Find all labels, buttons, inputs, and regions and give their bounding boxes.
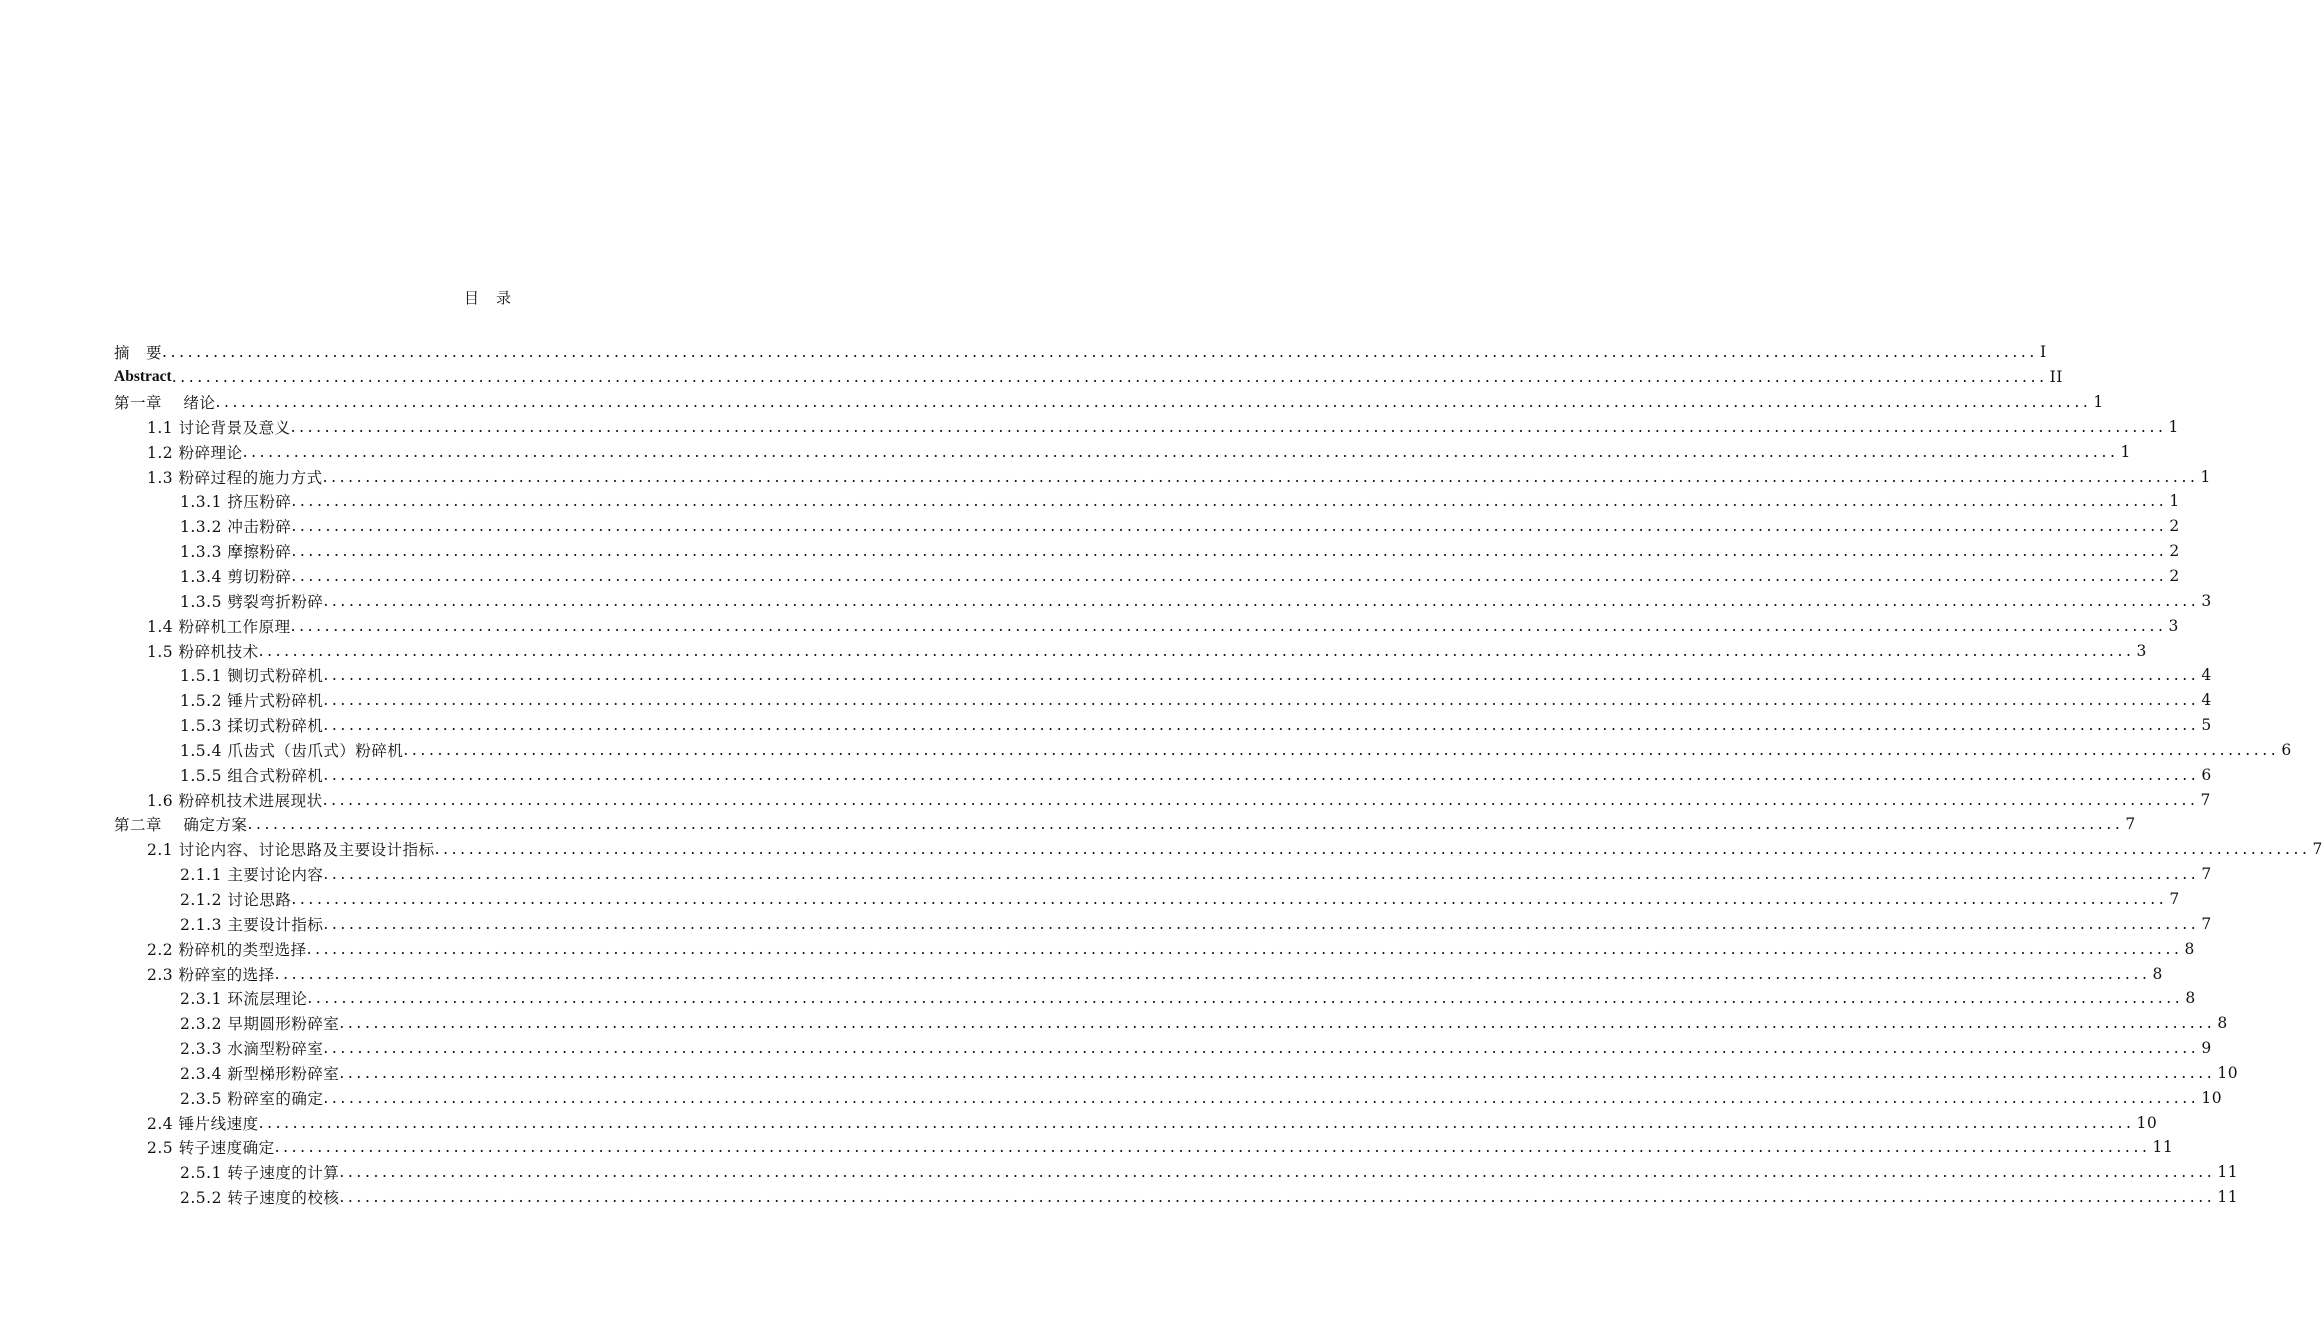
toc-entry-label: 1.6 粉碎机技术进展现状 — [147, 791, 323, 810]
toc-entry[interactable] — [114, 489, 2180, 514]
toc-entry[interactable] — [114, 936, 2195, 961]
toc-entry-page-number: 10 — [2217, 1063, 2239, 1082]
toc-entry-label: 第二章 确定方案 — [114, 816, 248, 835]
toc-entry[interactable] — [114, 911, 2212, 936]
toc-dot-leader: ............................................................................................................................................................................................................................ — [323, 914, 2200, 933]
toc-entry[interactable] — [114, 638, 2147, 663]
toc-dot-leader: ............................................................................................................................................................................................................................ — [339, 1014, 2216, 1033]
toc-entry-label: 2.3.3 水滴型粉碎室 — [180, 1040, 324, 1059]
toc-entry-page-number: 1 — [2169, 492, 2180, 511]
toc-entry[interactable] — [114, 787, 2211, 812]
toc-entry[interactable] — [114, 1160, 2239, 1185]
toc-entry-label: 2.1.2 讨论思路 — [180, 890, 292, 909]
toc-dot-leader: ............................................................................................................................................................................................................................ — [323, 666, 2200, 685]
toc-entry[interactable] — [114, 663, 2212, 688]
toc-entry-label: 1.5.2 锤片式粉碎机 — [180, 692, 324, 711]
toc-entry-label: 第一章 绪论 — [114, 394, 216, 413]
toc-entry-label: 1.3 粉碎过程的施力方式 — [147, 468, 323, 487]
toc-entry-page-number: 3 — [2168, 616, 2179, 635]
toc-entry-label: 1.3.4 剪切粉碎 — [180, 568, 292, 587]
toc-dot-leader: ............................................................................................................................................................................................................................ — [323, 716, 2200, 735]
toc-entry[interactable] — [114, 961, 2163, 986]
toc-dot-leader: ............................................................................................................................................................................................................................ — [306, 939, 2183, 958]
toc-entry-label: 1.5 粉碎机技术 — [147, 642, 259, 661]
toc-entry[interactable] — [114, 1036, 2212, 1061]
toc-entry-page-number: II — [2049, 368, 2063, 387]
toc-entry[interactable] — [114, 415, 2179, 440]
toc-entry-page-number: 7 — [2201, 914, 2212, 933]
toc-entry-page-number: 11 — [2217, 1163, 2239, 1182]
toc-entry[interactable] — [114, 1110, 2158, 1135]
toc-entry-page-number: 1 — [2200, 467, 2211, 486]
toc-dot-leader: ............................................................................................................................................................................................................................ — [291, 542, 2168, 561]
toc-entry[interactable] — [114, 862, 2212, 887]
toc-entry[interactable] — [114, 464, 2211, 489]
toc-entry-label: 摘 要 — [114, 344, 163, 363]
toc-entry-label: 1.5.5 组合式粉碎机 — [180, 766, 324, 785]
toc-dot-leader: ............................................................................................................................................................................................................................ — [291, 889, 2168, 908]
toc-entry-page-number: 1 — [2168, 417, 2179, 436]
toc-dot-leader: ............................................................................................................................................................................................................................ — [323, 1039, 2200, 1058]
toc-entry[interactable] — [114, 1185, 2239, 1210]
toc-entry[interactable] — [114, 1060, 2239, 1085]
toc-entry[interactable] — [114, 812, 2136, 837]
toc-entry[interactable] — [114, 514, 2180, 539]
toc-entry[interactable] — [114, 986, 2196, 1011]
toc-entry[interactable] — [114, 1085, 2223, 1110]
toc-entry-label: 1.3.1 挤压粉碎 — [180, 493, 292, 512]
toc-entry[interactable] — [114, 713, 2212, 738]
toc-entry-label: 1.4 粉碎机工作原理 — [147, 617, 291, 636]
toc-entry-label: 1.3.3 摩擦粉碎 — [180, 543, 292, 562]
toc-dot-leader: ............................................................................................................................................................................................................................ — [274, 964, 2151, 983]
toc-dot-leader: ............................................................................................................................................................................................................................ — [290, 417, 2167, 436]
toc-dot-leader: ............................................................................................................................................................................................................................ — [171, 368, 2048, 387]
toc-entry-page-number: 2 — [2169, 517, 2180, 536]
toc-entry-label: 2.5.2 转子速度的校核 — [180, 1189, 340, 1208]
toc-entry[interactable] — [114, 738, 2292, 763]
toc-entry-page-number: 10 — [2136, 1113, 2158, 1132]
toc-entry-label: 1.3.2 冲击粉碎 — [180, 518, 292, 537]
toc-entry-label: 2.5 转子速度确定 — [147, 1139, 275, 1158]
toc-entry-page-number: 1 — [2120, 442, 2131, 461]
toc-entry-page-number: 8 — [2184, 939, 2195, 958]
toc-dot-leader: ............................................................................................................................................................................................................................ — [323, 1088, 2200, 1107]
toc-entry-page-number: 3 — [2136, 641, 2147, 660]
toc-entry-label: 1.2 粉碎理论 — [147, 443, 243, 462]
toc-entry-label: 2.4 锤片线速度 — [147, 1114, 259, 1133]
toc-entry-label: 2.3.4 新型梯形粉碎室 — [180, 1064, 340, 1083]
toc-dot-leader: ............................................................................................................................................................................................................................ — [291, 492, 2168, 511]
toc-entry[interactable] — [114, 439, 2131, 464]
toc-entry[interactable] — [114, 390, 2104, 415]
toc-entry-page-number: 5 — [2201, 716, 2212, 735]
toc-dot-leader: ............................................................................................................................................................................................................................ — [403, 740, 2280, 759]
toc-entry-label: 1.5.4 爪齿式（齿爪式）粉碎机 — [180, 741, 404, 760]
toc-entry-label: 2.2 粉碎机的类型选择 — [147, 940, 307, 959]
toc-dot-leader: ............................................................................................................................................................................................................................ — [274, 1138, 2151, 1157]
toc-entry[interactable] — [114, 1011, 2228, 1036]
toc-entry-label: 1.3.5 劈裂弯折粉碎 — [180, 592, 324, 611]
toc-entry-page-number: 7 — [2169, 889, 2180, 908]
toc-entry-label: 2.3.5 粉碎室的确定 — [180, 1089, 324, 1108]
toc-entry-page-number: I — [2039, 343, 2047, 362]
toc-entry-page-number: 3 — [2201, 591, 2212, 610]
toc-entry-page-number: 4 — [2201, 691, 2212, 710]
toc-entry[interactable] — [114, 837, 2323, 862]
toc-entry-page-number: 1 — [2093, 393, 2104, 412]
toc-entry-label: 2.3.2 早期圆形粉碎室 — [180, 1015, 340, 1034]
toc-entry[interactable] — [114, 1135, 2174, 1160]
toc-entry-page-number: 6 — [2281, 740, 2292, 759]
toc-dot-leader: ............................................................................................................................................................................................................................ — [339, 1188, 2216, 1207]
toc-entry-page-number: 8 — [2217, 1014, 2228, 1033]
toc-entry-label: 2.5.1 转子速度的计算 — [180, 1164, 340, 1183]
toc-entry-label: 1.1 讨论背景及意义 — [147, 418, 291, 437]
toc-entry-page-number: 6 — [2201, 765, 2212, 784]
toc-entry-label: 2.3 粉碎室的选择 — [147, 965, 275, 984]
toc-entry-label: 2.3.1 环流层理论 — [180, 990, 308, 1009]
toc-entry[interactable] — [114, 588, 2212, 613]
toc-entry-label: 1.5.1 铡切式粉碎机 — [180, 667, 324, 686]
toc-dot-leader: ............................................................................................................................................................................................................................ — [258, 1113, 2135, 1132]
table-of-contents — [114, 340, 2323, 1210]
toc-entry-page-number: 4 — [2201, 666, 2212, 685]
toc-entry-page-number: 7 — [2200, 790, 2211, 809]
toc-entry[interactable] — [114, 762, 2212, 787]
toc-dot-leader: ............................................................................................................................................................................................................................ — [291, 567, 2168, 586]
toc-entry[interactable] — [114, 887, 2180, 912]
toc-dot-leader: ............................................................................................................................................................................................................................ — [258, 641, 2135, 660]
toc-entry-label: 2.1.3 主要设计指标 — [180, 915, 324, 934]
toc-dot-leader: ............................................................................................................................................................................................................................ — [322, 467, 2199, 486]
toc-dot-leader: ............................................................................................................................................................................................................................ — [307, 989, 2184, 1008]
toc-dot-leader: ............................................................................................................................................................................................................................ — [339, 1063, 2216, 1082]
toc-dot-leader: ............................................................................................................................................................................................................................ — [323, 865, 2200, 884]
toc-entry-page-number: 9 — [2201, 1039, 2212, 1058]
toc-entry-page-number: 10 — [2201, 1088, 2223, 1107]
toc-dot-leader: ............................................................................................................................................................................................................................ — [215, 393, 2092, 412]
toc-entry[interactable] — [114, 564, 2180, 589]
toc-entry-page-number: 7 — [2125, 815, 2136, 834]
toc-entry[interactable] — [114, 539, 2180, 564]
toc-dot-leader: ............................................................................................................................................................................................................................ — [323, 691, 2200, 710]
toc-entry[interactable] — [114, 688, 2212, 713]
toc-entry-page-number: 8 — [2185, 989, 2196, 1008]
toc-entry-label: 2.1 讨论内容、讨论思路及主要设计指标 — [147, 841, 435, 860]
toc-dot-leader: ............................................................................................................................................................................................................................ — [434, 840, 2311, 859]
toc-entry[interactable] — [114, 340, 2047, 365]
toc-entry-page-number: 8 — [2152, 964, 2163, 983]
toc-entry-page-number: 2 — [2169, 567, 2180, 586]
toc-entry[interactable] — [114, 613, 2179, 638]
toc-dot-leader: ............................................................................................................................................................................................................................ — [162, 343, 2038, 362]
toc-entry-page-number: 11 — [2152, 1138, 2174, 1157]
toc-dot-leader: ............................................................................................................................................................................................................................ — [290, 616, 2167, 635]
toc-dot-leader: ............................................................................................................................................................................................................................ — [323, 591, 2200, 610]
toc-entry-page-number: 2 — [2169, 542, 2180, 561]
toc-entry-page-number: 11 — [2217, 1188, 2239, 1207]
toc-entry-label: Abstract — [114, 368, 172, 386]
toc-entry-label: 1.5.3 揉切式粉碎机 — [180, 717, 324, 736]
toc-dot-leader: ............................................................................................................................................................................................................................ — [323, 765, 2200, 784]
toc-title: 目 录 — [463, 289, 512, 307]
toc-entry-page-number: 7 — [2312, 840, 2323, 859]
toc-dot-leader: ............................................................................................................................................................................................................................ — [322, 790, 2199, 809]
toc-entry-page-number: 7 — [2201, 865, 2212, 884]
toc-dot-leader: ............................................................................................................................................................................................................................ — [242, 442, 2119, 461]
toc-entry[interactable] — [114, 365, 2063, 390]
toc-dot-leader: ............................................................................................................................................................................................................................ — [247, 815, 2124, 834]
toc-dot-leader: ............................................................................................................................................................................................................................ — [291, 517, 2168, 536]
toc-dot-leader: ............................................................................................................................................................................................................................ — [339, 1163, 2216, 1182]
toc-entry-label: 2.1.1 主要讨论内容 — [180, 866, 324, 885]
